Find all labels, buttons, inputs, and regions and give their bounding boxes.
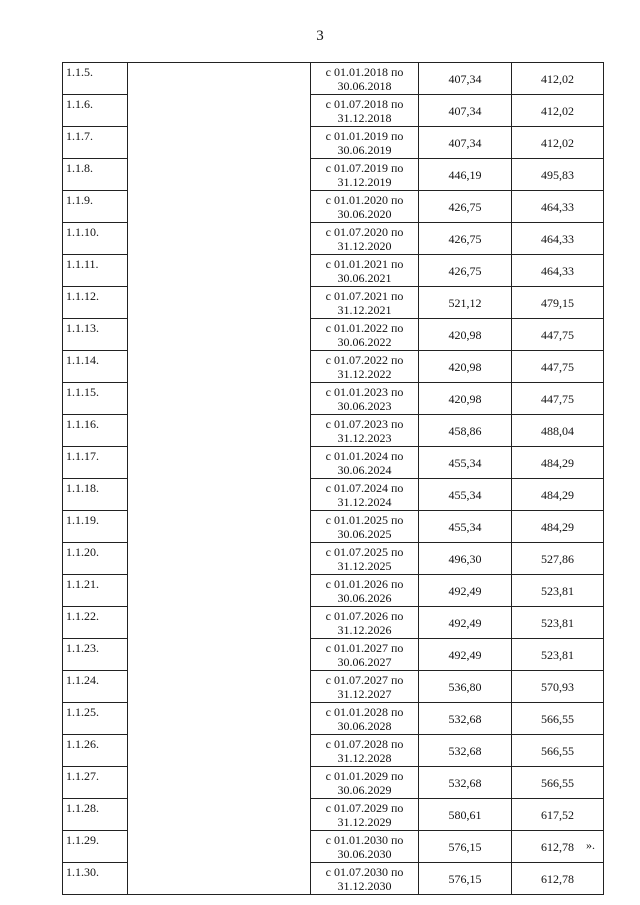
- row-number-cell: 1.1.19.: [63, 511, 128, 543]
- value-1-cell: 458,86: [419, 415, 512, 447]
- value-1-cell: 426,75: [419, 223, 512, 255]
- period-to-text: 30.06.2030: [337, 846, 392, 861]
- period-to-text: 31.12.2030: [337, 878, 392, 893]
- row-number-cell: 1.1.17.: [63, 447, 128, 479]
- value-1-cell: 420,98: [419, 319, 512, 351]
- table-row: [63, 127, 604, 159]
- period-cell: [311, 287, 419, 319]
- page-number: 3: [316, 28, 324, 44]
- value-1-cell: 496,30: [419, 543, 512, 575]
- period-to-text: 30.06.2021: [337, 270, 392, 285]
- row-number-cell: 1.1.8.: [63, 159, 128, 191]
- period-from-text: с 01.07.2025 по: [325, 544, 404, 559]
- period-from-text: с 01.01.2023 по: [325, 384, 404, 399]
- row-number-cell: 1.1.10.: [63, 223, 128, 255]
- value-2-cell: 484,29: [512, 511, 604, 543]
- value-1-cell: 532,68: [419, 767, 512, 799]
- row-number-cell: 1.1.15.: [63, 383, 128, 415]
- value-2-cell: 484,29: [512, 479, 604, 511]
- value-1-cell: 521,12: [419, 287, 512, 319]
- period-to-text: 31.12.2018: [337, 110, 392, 125]
- period-to-text: 30.06.2022: [337, 334, 392, 349]
- value-2-cell: 412,02: [512, 63, 604, 95]
- row-number-cell: 1.1.6.: [63, 95, 128, 127]
- row-number-cell: 1.1.25.: [63, 703, 128, 735]
- period-to-text: 31.12.2029: [337, 814, 392, 829]
- value-2-cell: 495,83: [512, 159, 604, 191]
- value-1-cell: 455,34: [419, 511, 512, 543]
- row-number-cell: 1.1.20.: [63, 543, 128, 575]
- period-cell: [311, 191, 419, 223]
- period-cell: [311, 319, 419, 351]
- tariff-table-body: [63, 63, 604, 895]
- value-1-cell: 492,49: [419, 607, 512, 639]
- table-row: [63, 703, 604, 735]
- period-cell: [311, 415, 419, 447]
- value-1-cell: 455,34: [419, 447, 512, 479]
- name-cell: [128, 159, 311, 191]
- value-1-cell: 532,68: [419, 703, 512, 735]
- table-row: [63, 223, 604, 255]
- period-from-text: с 01.01.2022 по: [325, 320, 404, 335]
- period-from-text: с 01.01.2029 по: [325, 768, 404, 783]
- value-1-cell: 580,61: [419, 799, 512, 831]
- period-cell: [311, 223, 419, 255]
- value-1-cell: 420,98: [419, 383, 512, 415]
- closing-quote-mark: ».: [586, 838, 595, 852]
- name-cell: [128, 255, 311, 287]
- name-cell: [128, 511, 311, 543]
- period-cell: [311, 479, 419, 511]
- period-cell: [311, 607, 419, 639]
- name-cell: [128, 479, 311, 511]
- table-row: [63, 415, 604, 447]
- period-from-text: с 01.07.2026 по: [325, 608, 404, 623]
- period-from-text: с 01.01.2024 по: [325, 448, 404, 463]
- name-cell: [128, 639, 311, 671]
- value-2-cell: 566,55: [512, 703, 604, 735]
- period-from-text: с 01.07.2018 по: [325, 96, 404, 111]
- value-1-cell: 576,15: [419, 863, 512, 895]
- table-row: [63, 287, 604, 319]
- table-row: [63, 159, 604, 191]
- period-from-text: с 01.01.2021 по: [325, 256, 404, 271]
- name-cell: [128, 831, 311, 863]
- table-row: [63, 383, 604, 415]
- table-row: [63, 63, 604, 95]
- value-1-cell: 407,34: [419, 63, 512, 95]
- period-from-text: с 01.07.2019 по: [325, 160, 404, 175]
- value-1-cell: 407,34: [419, 95, 512, 127]
- period-cell: [311, 255, 419, 287]
- value-2-cell: 527,86: [512, 543, 604, 575]
- value-1-cell: 426,75: [419, 255, 512, 287]
- period-from-text: с 01.01.2028 по: [325, 704, 404, 719]
- value-2-cell: 570,93: [512, 671, 604, 703]
- period-to-text: 31.12.2028: [337, 750, 392, 765]
- period-to-text: 30.06.2025: [337, 526, 392, 541]
- row-number-cell: 1.1.30.: [63, 863, 128, 895]
- period-cell: [311, 575, 419, 607]
- value-1-cell: 492,49: [419, 639, 512, 671]
- period-cell: [311, 639, 419, 671]
- row-number-cell: 1.1.5.: [63, 63, 128, 95]
- value-2-cell: 566,55: [512, 767, 604, 799]
- table-row: [63, 543, 604, 575]
- table-row: [63, 255, 604, 287]
- period-to-text: 30.06.2027: [337, 654, 392, 669]
- table-row: [63, 831, 604, 863]
- row-number-cell: 1.1.27.: [63, 767, 128, 799]
- row-number-cell: 1.1.12.: [63, 287, 128, 319]
- period-cell: [311, 63, 419, 95]
- period-to-text: 31.12.2026: [337, 622, 392, 637]
- period-to-text: 31.12.2021: [337, 302, 392, 317]
- period-from-text: с 01.01.2020 по: [325, 192, 404, 207]
- value-2-cell: 617,52: [512, 799, 604, 831]
- value-2-cell: 566,55: [512, 735, 604, 767]
- name-cell: [128, 415, 311, 447]
- period-from-text: с 01.07.2021 по: [325, 288, 404, 303]
- table-row: [63, 863, 604, 895]
- row-number-cell: 1.1.23.: [63, 639, 128, 671]
- period-cell: [311, 799, 419, 831]
- table-row: [63, 351, 604, 383]
- period-cell: [311, 95, 419, 127]
- value-1-cell: 576,15: [419, 831, 512, 863]
- period-to-text: 30.06.2026: [337, 590, 392, 605]
- period-from-text: с 01.07.2023 по: [325, 416, 404, 431]
- period-cell: [311, 767, 419, 799]
- period-cell: [311, 863, 419, 895]
- value-2-cell: 488,04: [512, 415, 604, 447]
- value-2-cell: 447,75: [512, 383, 604, 415]
- period-from-text: с 01.07.2027 по: [325, 672, 404, 687]
- period-cell: [311, 831, 419, 863]
- period-cell: [311, 511, 419, 543]
- value-2-cell: 447,75: [512, 319, 604, 351]
- period-to-text: 30.06.2028: [337, 718, 392, 733]
- period-cell: [311, 735, 419, 767]
- name-cell: [128, 863, 311, 895]
- name-cell: [128, 319, 311, 351]
- name-cell: [128, 575, 311, 607]
- period-from-text: с 01.07.2024 по: [325, 480, 404, 495]
- name-cell: [128, 383, 311, 415]
- period-to-text: 30.06.2019: [337, 142, 392, 157]
- value-2-cell: 484,29: [512, 447, 604, 479]
- value-2-cell: 464,33: [512, 191, 604, 223]
- period-to-text: 31.12.2022: [337, 366, 392, 381]
- name-cell: [128, 607, 311, 639]
- table-row: [63, 639, 604, 671]
- value-2-cell: 447,75: [512, 351, 604, 383]
- name-cell: [128, 287, 311, 319]
- period-from-text: с 01.01.2018 по: [325, 64, 404, 79]
- period-cell: [311, 703, 419, 735]
- table-row: [63, 799, 604, 831]
- name-cell: [128, 735, 311, 767]
- value-2-cell: 412,02: [512, 127, 604, 159]
- value-2-cell: 412,02: [512, 95, 604, 127]
- row-number-cell: 1.1.9.: [63, 191, 128, 223]
- row-number-cell: 1.1.26.: [63, 735, 128, 767]
- name-cell: [128, 351, 311, 383]
- value-1-cell: 407,34: [419, 127, 512, 159]
- value-1-cell: 536,80: [419, 671, 512, 703]
- period-from-text: с 01.01.2030 по: [325, 832, 404, 847]
- period-to-text: 31.12.2020: [337, 238, 392, 253]
- row-number-cell: 1.1.7.: [63, 127, 128, 159]
- period-from-text: с 01.07.2029 по: [325, 800, 404, 815]
- period-to-text: 31.12.2024: [337, 494, 392, 509]
- period-to-text: 30.06.2024: [337, 462, 392, 477]
- value-2-cell: 523,81: [512, 607, 604, 639]
- period-to-text: 30.06.2018: [337, 78, 392, 93]
- period-to-text: 30.06.2029: [337, 782, 392, 797]
- value-1-cell: 426,75: [419, 191, 512, 223]
- value-1-cell: 446,19: [419, 159, 512, 191]
- name-cell: [128, 767, 311, 799]
- period-cell: [311, 351, 419, 383]
- period-cell: [311, 383, 419, 415]
- row-number-cell: 1.1.14.: [63, 351, 128, 383]
- name-cell: [128, 543, 311, 575]
- period-from-text: с 01.07.2022 по: [325, 352, 404, 367]
- row-number-cell: 1.1.29.: [63, 831, 128, 863]
- period-to-text: 31.12.2023: [337, 430, 392, 445]
- row-number-cell: 1.1.18.: [63, 479, 128, 511]
- name-cell: [128, 63, 311, 95]
- period-to-text: 31.12.2019: [337, 174, 392, 189]
- name-cell: [128, 95, 311, 127]
- period-from-text: с 01.07.2030 по: [325, 864, 404, 879]
- value-2-cell: 612,78: [512, 863, 604, 895]
- period-from-text: с 01.01.2019 по: [325, 128, 404, 143]
- name-cell: [128, 799, 311, 831]
- period-cell: [311, 671, 419, 703]
- value-1-cell: 492,49: [419, 575, 512, 607]
- table-row: [63, 767, 604, 799]
- table-row: [63, 447, 604, 479]
- period-to-text: 30.06.2020: [337, 206, 392, 221]
- period-cell: [311, 543, 419, 575]
- period-cell: [311, 127, 419, 159]
- value-2-cell: 523,81: [512, 575, 604, 607]
- table-row: [63, 575, 604, 607]
- period-from-text: с 01.07.2020 по: [325, 224, 404, 239]
- name-cell: [128, 191, 311, 223]
- value-1-cell: 455,34: [419, 479, 512, 511]
- period-cell: [311, 159, 419, 191]
- table-row: [63, 735, 604, 767]
- row-number-cell: 1.1.16.: [63, 415, 128, 447]
- period-from-text: с 01.07.2028 по: [325, 736, 404, 751]
- row-number-cell: 1.1.13.: [63, 319, 128, 351]
- value-2-cell: 464,33: [512, 255, 604, 287]
- row-number-cell: 1.1.22.: [63, 607, 128, 639]
- table-row: [63, 95, 604, 127]
- name-cell: [128, 447, 311, 479]
- value-1-cell: 532,68: [419, 735, 512, 767]
- name-cell: [128, 671, 311, 703]
- table-row: [63, 479, 604, 511]
- value-2-cell: 523,81: [512, 639, 604, 671]
- value-1-cell: 420,98: [419, 351, 512, 383]
- period-to-text: 31.12.2027: [337, 686, 392, 701]
- name-cell: [128, 127, 311, 159]
- period-from-text: с 01.01.2025 по: [325, 512, 404, 527]
- period-cell: [311, 447, 419, 479]
- table-row: [63, 319, 604, 351]
- row-number-cell: 1.1.28.: [63, 799, 128, 831]
- table-row: [63, 671, 604, 703]
- table-row: [63, 607, 604, 639]
- period-from-text: с 01.01.2026 по: [325, 576, 404, 591]
- table-row: [63, 511, 604, 543]
- period-to-text: 30.06.2023: [337, 398, 392, 413]
- name-cell: [128, 703, 311, 735]
- tariff-table: [62, 62, 604, 895]
- period-from-text: с 01.01.2027 по: [325, 640, 404, 655]
- value-2-cell: 464,33: [512, 223, 604, 255]
- row-number-cell: 1.1.21.: [63, 575, 128, 607]
- value-2-cell: 479,15: [512, 287, 604, 319]
- table-row: [63, 191, 604, 223]
- row-number-cell: 1.1.11.: [63, 255, 128, 287]
- row-number-cell: 1.1.24.: [63, 671, 128, 703]
- name-cell: [128, 223, 311, 255]
- value-2-cell: 612,78: [512, 831, 604, 863]
- period-to-text: 31.12.2025: [337, 558, 392, 573]
